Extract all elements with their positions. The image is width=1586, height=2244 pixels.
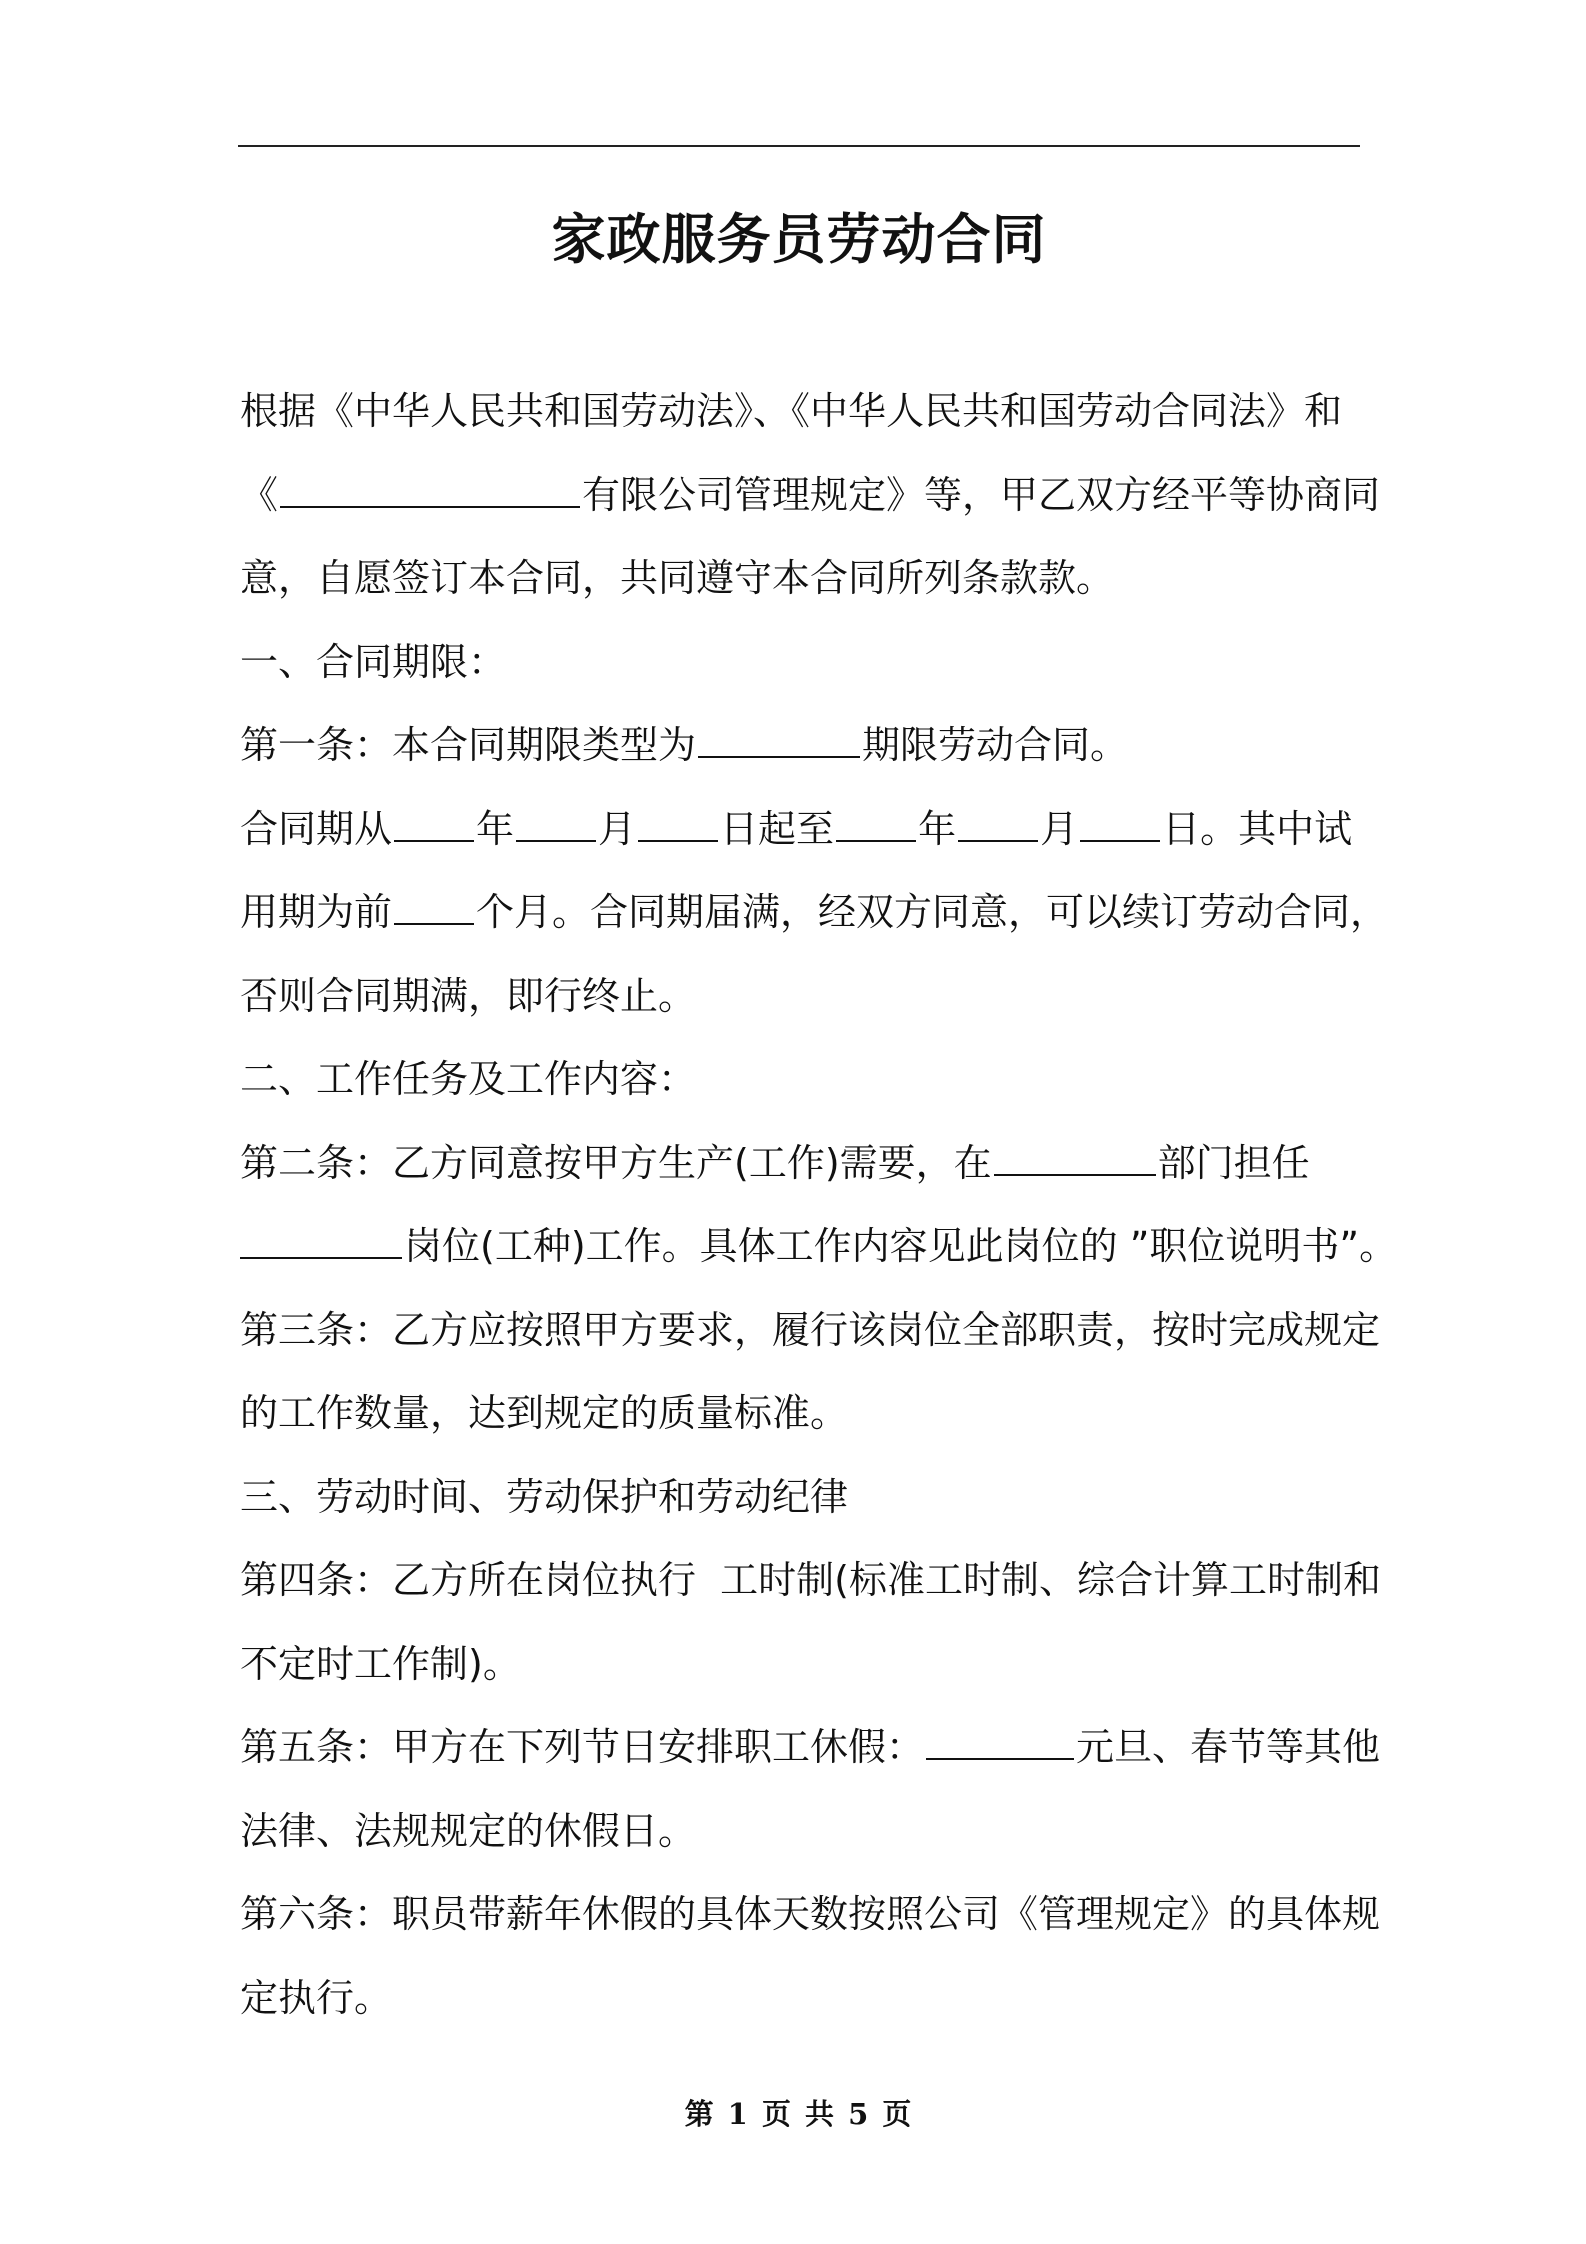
blank-start-day[interactable] — [638, 806, 718, 842]
text: 第五条：甲方在下列节日安排职工休假： — [240, 1725, 925, 1769]
text: 第六条：职员带薪年休假的具体天数按照公司《管理规定》的具体规 — [240, 1892, 1381, 1936]
text: 否则合同期满，即行终止。 — [240, 973, 697, 1018]
text: 日。其中试 — [1162, 806, 1353, 851]
paragraph-line — [240, 454, 1381, 538]
text: 意，自愿签订本合同，共同遵守本合同所列条款款。 — [240, 556, 1115, 600]
text: 第四条：乙方所在岗位执行 工时制(标准工时制、综合计算工时制和 — [240, 1558, 1381, 1602]
text: 不定时工作制)。 — [240, 1641, 521, 1686]
section-heading-contract-term — [240, 621, 1365, 705]
document-body — [240, 370, 1398, 2040]
text: 日起至 — [720, 806, 835, 851]
paragraph-line — [240, 537, 1365, 621]
text: 部门担任 — [1157, 1140, 1310, 1185]
text: 合同期从 — [240, 806, 393, 851]
text: 年 — [918, 806, 957, 851]
article-5 — [240, 1706, 1381, 1790]
section-heading-working-hours — [240, 1456, 1365, 1540]
paragraph-line — [240, 370, 1365, 454]
blank-probation-months[interactable] — [394, 889, 474, 925]
article-1-dates — [240, 788, 1365, 872]
blank-end-year[interactable] — [836, 806, 916, 842]
page-number: 第 1 页 共 5 页 — [684, 2097, 914, 2131]
article-3 — [240, 1289, 1381, 1373]
paragraph-line — [240, 1957, 1365, 2041]
text: 元旦、春节等其他 — [1076, 1725, 1381, 1769]
text: 用期为前 — [240, 890, 393, 934]
blank-position[interactable] — [240, 1223, 402, 1259]
text: 二、工作任务及工作内容： — [240, 1057, 697, 1101]
article-2-position — [240, 1205, 1398, 1289]
text: 《 — [240, 472, 279, 517]
paragraph-line — [240, 1372, 1365, 1456]
blank-end-month[interactable] — [958, 806, 1038, 842]
text: 定执行。 — [240, 1975, 393, 2020]
article-1-probation — [240, 871, 1389, 955]
text: 期限劳动合同。 — [862, 723, 1129, 767]
paragraph-line — [240, 1790, 1365, 1874]
text: 月 — [598, 806, 637, 851]
blank-start-year[interactable] — [394, 806, 474, 842]
text: 第三条：乙方应按照甲方要求，履行该岗位全部职责，按时完成规定 — [240, 1307, 1381, 1352]
text: 年 — [476, 806, 515, 851]
text: 根据《中华人民共和国劳动法》、《中华人民共和国劳动合同法》和 — [240, 389, 1343, 433]
text: 月 — [1040, 806, 1079, 851]
paragraph-line — [240, 1623, 1365, 1707]
article-6 — [240, 1873, 1381, 1957]
blank-start-month[interactable] — [516, 806, 596, 842]
blank-department[interactable] — [994, 1140, 1156, 1176]
article-2 — [240, 1122, 1365, 1206]
text: 岗位(工种)工作。具体工作内容见此岗位的 ”职位说明书”。 — [404, 1224, 1398, 1268]
text: 第二条：乙方同意按甲方生产(工作)需要，在 — [240, 1140, 992, 1185]
text: 个月。合同期届满，经双方同意，可以续订劳动合同， — [476, 890, 1389, 934]
paragraph-line — [240, 955, 1365, 1039]
text: 一、合同期限： — [240, 639, 507, 684]
text: 第一条：本合同期限类型为 — [240, 723, 697, 767]
blank-term-type[interactable] — [698, 722, 860, 758]
article-1 — [240, 704, 1365, 788]
article-4 — [240, 1539, 1381, 1623]
text: 的工作数量，达到规定的质量标准。 — [240, 1391, 849, 1435]
text: 有限公司管理规定》等，甲乙双方经平等协商同 — [582, 472, 1381, 517]
section-heading-work-tasks — [240, 1038, 1365, 1122]
text: 三、劳动时间、劳动保护和劳动纪律 — [240, 1474, 849, 1519]
blank-company-name[interactable] — [280, 472, 580, 508]
text: 法律、法规规定的休假日。 — [240, 1808, 697, 1853]
document-title: 家政服务员劳动合同 — [551, 208, 1047, 271]
blank-end-day[interactable] — [1080, 806, 1160, 842]
blank-holidays[interactable] — [926, 1724, 1074, 1760]
header-rule — [238, 145, 1360, 147]
